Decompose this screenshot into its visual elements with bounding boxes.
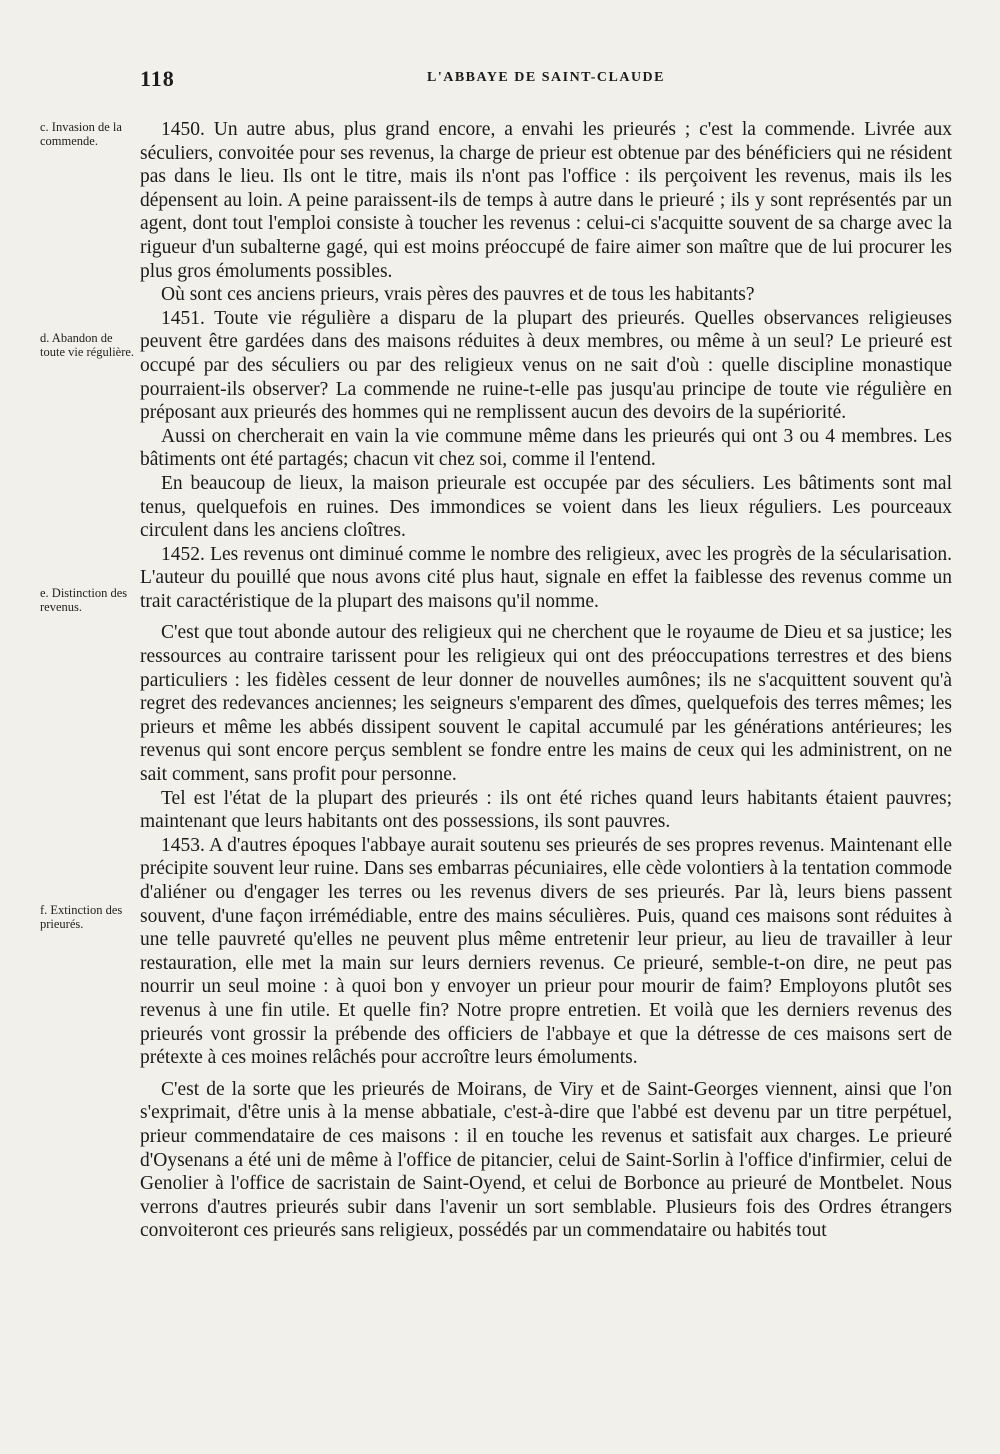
margin-note-extinction: f. Extinction des prieurés.: [40, 903, 123, 931]
paragraph-1451: 1451. Toute vie régulière a disparu de la plupart des prieurés. Quelles observances religieuses peuvent être gardées dans des maisons réduites à deux membres, ou même à un seul? Le prieuré est occupé par des séculiers ou par des religieux venus on ne sait d'où : quelle discipline monastique pourraient-ils observer? La commende ne ruine-t-elle pas jusqu'au principe de toute vie régulière en préposant aux prieurés des hommes qui ne remplissent aucun des devoirs de la supériorité.: [140, 307, 952, 424]
paragraph-unions: C'est de la sorte que les prieurés de Moirans, de Viry et de Saint-Georges viennent, ainsi que l'on s'exprimait, d'être unis à la mense abbatiale, c'est-à-dire que l'abbé est devenu par un titre perpétuel, prieur commendataire de ces maisons : il en touche les revenus et satisfait aux charges. Le prieuré d'Oysenans a été uni de même à l'office de pitancier, celui de Saint-Sorlin à l'office d'infirmier, celui de Genolier à l'office de sacristain de Saint-Oyend, et celui de Borbonce au prieuré de Montbelet. Nous verrons d'autres prieurés subir dans l'avenir un sort semblable. Plusieurs fois des Ordres étrangers convoiteront ces prieurés sans religieux, possédés par un commendataire ou habités tout: [140, 1078, 952, 1242]
paragraph-1452: 1452. Les revenus ont diminué comme le nombre des religieux, avec les progrès de la sécularisation. L'auteur du pouillé que nous avons cité plus haut, signale en effet la faiblesse des revenus comme un trait caractéristique de la plupart des maisons qu'il nomme.: [140, 543, 952, 612]
paragraph-maison-prieurale: En beaucoup de lieux, la maison prieurale est occupée par des séculiers. Les bâtiments sont mal tenus, quelquefois en ruines. Des immondices se voient dans les lieux réguliers. Les pourceaux circulent dans les anciens cloîtres.: [140, 472, 952, 542]
paragraph-etat-prieures: Tel est l'état de la plupart des prieurés : ils ont été riches quand leurs habitants étaient pauvres; maintenant que leurs habitants ont des possessions, ils sont pauvres.: [140, 787, 952, 833]
paragraph-1453: 1453. A d'autres époques l'abbaye aurait soutenu ses prieurés de ses propres revenus. Maintenant elle précipite souvent leur ruine. Dans ses embarras pécuniaires, elle cède volontiers à la tentation commode d'aliéner ou d'engager les terres ou les revenus divers de ses prieurés. Par là, leurs biens passent souvent, d'une façon irrémédiable, entre des mains séculières. Puis, quand ces maisons sont réduites à une telle pauvreté qu'elles ne peuvent plus même entretenir leur prieur, au lieu de travailler à leur restauration, elle met la main sur leurs derniers revenus. Ce prieuré, semble-t-on dire, ne peut pas nourrir un seul moine : à quoi bon y envoyer un prieur pour mourir de faim? Employons plutôt ses revenus à une fin utile. Et quelle fin? Notre propre entretien. Et voilà que les derniers revenus des prieurés vont grossir la prébende des officiers de l'abbaye et que la détresse de ces maisons sert de prétexte à ces moines relâchés pour accroître leurs émoluments.: [140, 834, 952, 1069]
margin-note-abandon: d. Abandon de toute vie régulière.: [40, 331, 135, 359]
page-number: 118: [140, 66, 175, 91]
paragraph-1450: 1450. Un autre abus, plus grand encore, a envahi les prieurés ; c'est la commende. Livrée aux séculiers, convoitée pour ses revenus, la charge de prieur est obtenue par des bénéficiers qui ne résident pas dans le lieu. Ils ont le titre, mais ils n'ont pas l'office : ils perçoivent les revenus, mais ils les dépensent au loin. A peine paraissent-ils de temps à autre dans le prieuré ; ils y sont représentés par un agent, dont tout l'emploi consiste à toucher les revenus : celui-ci s'acquitte souvent de sa charge avec la rigueur d'un subalterne gagé, qui est moins préoccupé de faire aimer son maître que de lui procurer les plus gros émoluments possibles.: [140, 119, 952, 282]
running-title: L'ABBAYE DE SAINT-CLAUDE: [426, 70, 666, 85]
page-header: [140, 66, 952, 96]
paragraph-ressources: C'est que tout abonde autour des religieux qui ne cherchent que le royaume de Dieu et sa justice; les ressources au contraire tarissent pour les religieux qui ont des préoccupations terrestres et des biens particuliers : les fidèles cessent de leur donner de nouvelles aumônes; ils ne s'acquittent souvent qu'à regret des redevances anciennes; les seigneurs s'emparent des dîmes, quelquefois des terres mêmes; les prieurs et même les abbés dissipent souvent le capital accumulé par les générations antérieures; les revenus qui sont encore perçus semblent se fondre entre les mains de ceux qui les administrent, on ne sait comment, sans profit pour personne.: [140, 622, 952, 786]
body-text: [140, 118, 952, 1243]
margin-note-invasion: c. Invasion de la commende.: [40, 120, 122, 148]
paragraph-vie-commune: Aussi on chercherait en vain la vie commune même dans les prieurés qui ont 3 ou 4 membres. Les bâtiments ont été partagés; chacun vit chez soi, comme il l'entend.: [140, 425, 952, 471]
paragraph-question: Où sont ces anciens prieurs, vrais pères des pauvres et de tous les habitants?: [161, 284, 755, 306]
margin-note-distinction: e. Distinction des revenus.: [40, 586, 128, 614]
